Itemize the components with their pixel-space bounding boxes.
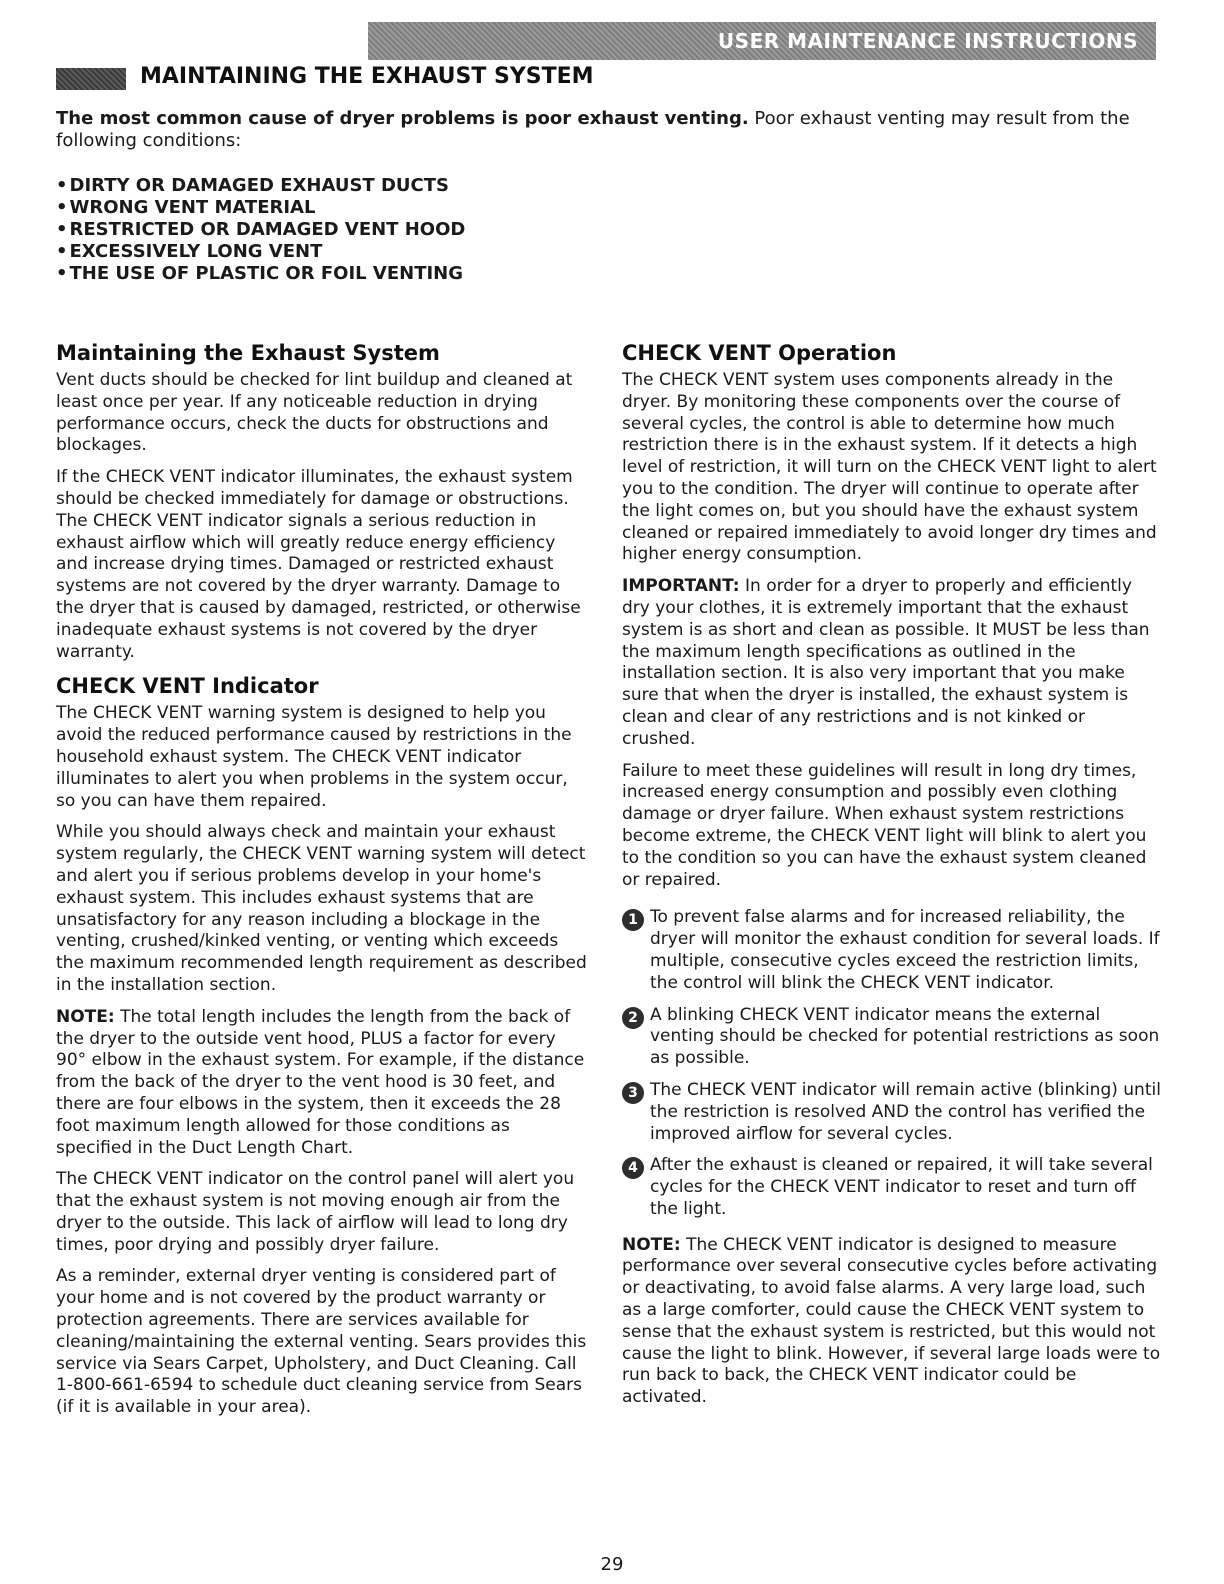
step-number-icon: 3 bbox=[622, 1082, 644, 1104]
note-label: NOTE: bbox=[56, 1006, 115, 1027]
heading-check-vent-indicator: CHECK VENT Indicator bbox=[56, 674, 319, 699]
list-item: • DIRTY OR DAMAGED EXHAUST DUCTS bbox=[56, 175, 465, 197]
note-paragraph bbox=[56, 1007, 588, 1160]
paragraph: If the CHECK VENT indicator illuminates, the exhaust system should be checked immediately for damage or obstructions. The CHECK VENT indicator signals a serious reduction in exhaust airflow which will greatly reduce energy efficiency and increase drying times. Damaged or restricted exhaust systems are not covered by the dryer warranty. Damage to the dryer that is caused by damaged, restricted, or otherwise inadequate exhaust systems is not covered by the dryer warranty. bbox=[56, 467, 581, 662]
heading-maintaining-exhaust: Maintaining the Exhaust System bbox=[56, 341, 440, 365]
step-text: To prevent false alarms and for increased reliability, the dryer will monitor the exhaust condition for several loads. If multiple, consecutive cycles exceed the restriction limits, the control will blink the CHECK VENT indicator. bbox=[650, 907, 1160, 993]
list-item bbox=[622, 907, 1162, 994]
paragraph: The CHECK VENT system uses components already in the dryer. By monitoring these components over the course of several cycles, the control is able to determine how much restriction there is in the exhaust system. If it detects a high level of restriction, it will turn on the CHECK VENT light to alert you to the condition. The dryer will continue to operate after the light comes on, but you should have the exhaust system cleaned or repaired immediately to avoid longer dry times and higher energy consumption. bbox=[622, 370, 1157, 565]
important-label: IMPORTANT: bbox=[622, 576, 740, 597]
step-text: After the exhaust is cleaned or repaired, it will take several cycles for the CHECK VENT indicator to reset and turn off the light. bbox=[650, 1155, 1153, 1219]
step-number-icon: 1 bbox=[622, 909, 644, 931]
numbered-steps bbox=[622, 907, 1162, 1220]
banner-title: USER MAINTENANCE INSTRUCTIONS bbox=[717, 29, 1138, 53]
step-text: The CHECK VENT indicator will remain active (blinking) until the restriction is resolved AND the control has verified the improved airflow for several cycles. bbox=[650, 1079, 1161, 1144]
paragraph: The CHECK VENT warning system is designed to help you avoid the reduced performance caused by restrictions in the household exhaust system. The CHECK VENT indicator illuminates to alert you when problems in the system occur, so you can have them repaired. bbox=[56, 703, 572, 811]
step-number-icon: 2 bbox=[622, 1007, 644, 1029]
paragraph: While you should always check and maintain your exhaust system regularly, the CHECK VENT warning system will detect and alert you if serious problems develop in your home's exhaust system. This includes exhaust systems that are unsatisfactory for any reason including a blockage in the venting, crushed/kinked venting, or venting which exceeds the maximum recommended length requirement as described in the installation section. bbox=[56, 822, 587, 995]
list-item: • EXCESSIVELY LONG VENT bbox=[56, 241, 465, 263]
list-item bbox=[622, 1080, 1162, 1145]
note-label: NOTE: bbox=[622, 1234, 681, 1255]
paragraph: The CHECK VENT indicator on the control panel will alert you that the exhaust system is not moving enough air from the dryer to the outside. This lack of airflow will lead to long dry times, poor drying and possibly dryer failure. bbox=[56, 1169, 575, 1255]
list-item bbox=[622, 1155, 1162, 1220]
important-text: In order for a dryer to properly and efficiently dry your clothes, it is extremely important that the exhaust system is as short and clean as possible. It MUST be less than the maximum length specifications as outlined in the installation section. It is also very important that you make sure that when the dryer is installed, the exhaust system is clean and clear of any restrictions and is not kinked or crushed. bbox=[622, 576, 1150, 749]
section-marker-block bbox=[56, 68, 126, 90]
page-number: 29 bbox=[600, 1554, 624, 1575]
paragraph: As a reminder, external dryer venting is considered part of your home and is not covered by the product warranty or protection agreements. There are services available for cleaning/maintaining the external venting. Sears provides this service via Sears Carpet, Upholstery, and Duct Cleaning. Call 1-800-661-6594 to schedule duct cleaning service from Sears (if it is available in your area). bbox=[56, 1266, 587, 1418]
note-text: The CHECK VENT indicator is designed to measure performance over several consecutive cycles before activating or deactivating, to avoid false alarms. A very large load, such as a large comforter, could cause the CHECK VENT system to sense that the exhaust system is restricted, but this would not cause the light to blink. However, if several large loads were to run back to back, the CHECK VENT indicator could be activated. bbox=[622, 1234, 1161, 1408]
intro-bold-text: The most common cause of dryer problems is poor exhaust venting. bbox=[56, 108, 749, 129]
paragraph: Failure to meet these guidelines will result in long dry times, increased energy consumption and possibly even clothing damage or dryer failure. When exhaust system restrictions become extreme, the CHECK VENT light will blink to alert you to the condition so you can have the exhaust system cleaned or repaired. bbox=[622, 760, 1147, 890]
heading-check-vent-operation: CHECK VENT Operation bbox=[622, 341, 897, 365]
section-title: MAINTAINING THE EXHAUST SYSTEM bbox=[140, 64, 594, 89]
note-paragraph bbox=[622, 1235, 1162, 1409]
conditions-list bbox=[56, 175, 465, 285]
header-banner bbox=[368, 22, 1156, 60]
list-item: • RESTRICTED OR DAMAGED VENT HOOD bbox=[56, 219, 465, 241]
intro-paragraph bbox=[56, 108, 1156, 152]
step-number-icon: 4 bbox=[622, 1157, 644, 1179]
list-item: • THE USE OF PLASTIC OR FOIL VENTING bbox=[56, 263, 465, 285]
paragraph: Vent ducts should be checked for lint buildup and cleaned at least once per year. If any noticeable reduction in drying performance occurs, check the ducts for obstructions and blockages. bbox=[56, 370, 573, 456]
list-item: • WRONG VENT MATERIAL bbox=[56, 197, 465, 219]
left-column bbox=[56, 340, 588, 1429]
note-text: The total length includes the length from the back of the dryer to the outside vent hood, PLUS a factor for every 90° elbow in the exhaust system. For example, if the distance from the back of the dryer to the vent hood is 30 feet, and there are four elbows in the system, then it exceeds the 28 foot maximum length allowed for those conditions as specified in the Duct Length Chart. bbox=[56, 1006, 585, 1158]
intro-rest-text: Poor exhaust venting may result from the following conditions: bbox=[56, 108, 1130, 151]
list-item bbox=[622, 1005, 1162, 1070]
step-text: A blinking CHECK VENT indicator means the external venting should be checked for potential restrictions as soon as possible. bbox=[650, 1004, 1160, 1069]
right-column bbox=[622, 340, 1162, 1419]
important-paragraph bbox=[622, 576, 1162, 750]
